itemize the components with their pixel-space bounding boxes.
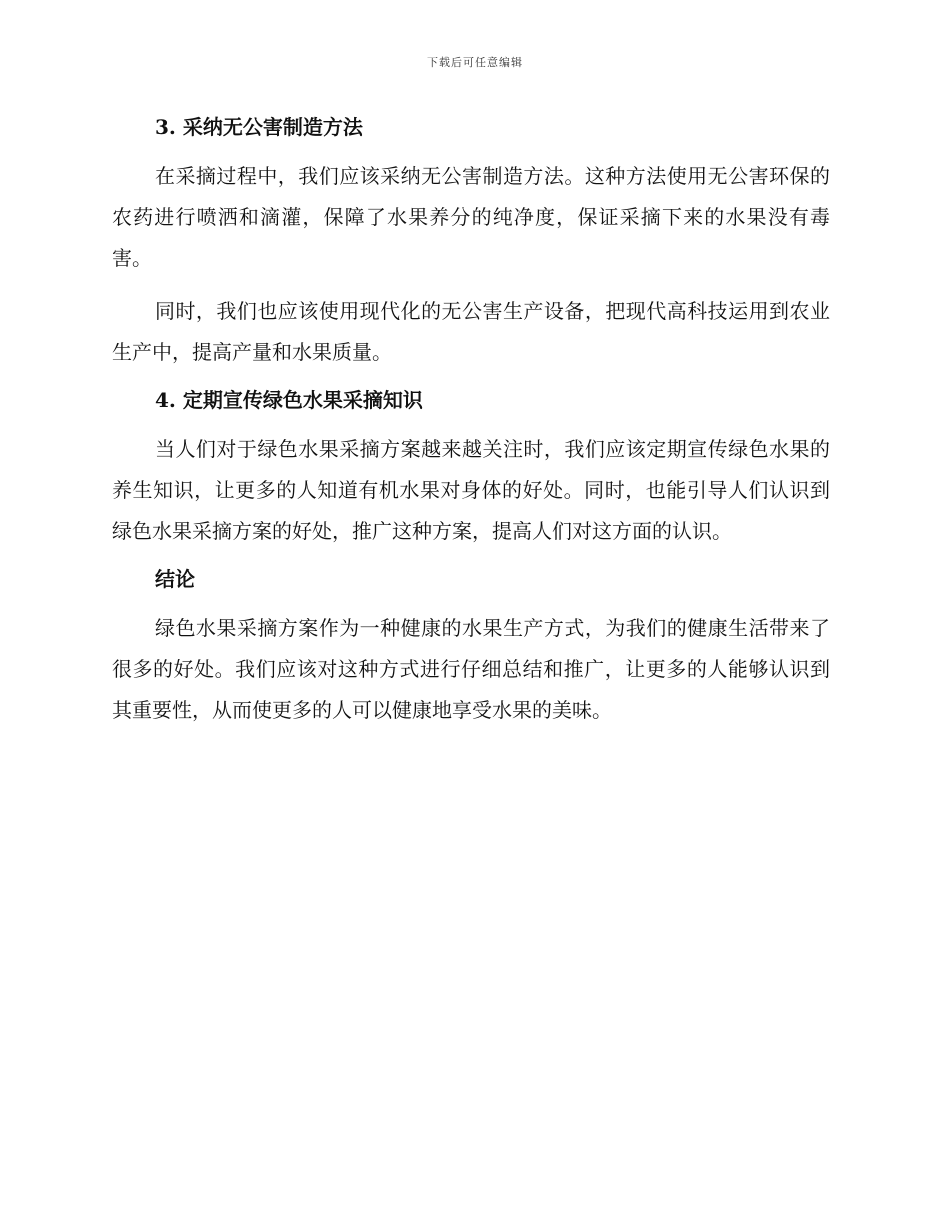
section-heading: 4. 定期宣传绿色水果采摘知识	[155, 388, 423, 412]
section-heading: 结论	[155, 567, 195, 591]
section-4	[112, 385, 830, 552]
page-header-note: 下载后可任意编辑	[427, 56, 523, 69]
section-conclusion	[112, 564, 830, 731]
paragraph: 在采摘过程中，我们应该采纳无公害制造方法。这种方法使用无公害环保的农药进行喷洒和滴灌，保障了水果养分的纯净度，保证采摘下来的水果没有毒害。	[112, 164, 830, 270]
document-body	[112, 112, 830, 743]
section-heading: 3. 采纳无公害制造方法	[155, 115, 363, 139]
paragraph: 绿色水果采摘方案作为一种健康的水果生产方式，为我们的健康生活带来了很多的好处。我们应该对这种方式进行仔细总结和推广，让更多的人能够认识到其重要性，从而使更多的人可以健康地享受水果的美味。	[112, 616, 830, 722]
paragraph: 同时，我们也应该使用现代化的无公害生产设备，把现代高科技运用到农业生产中，提高产量和水果质量。	[112, 299, 830, 364]
section-3	[112, 112, 830, 373]
paragraph: 当人们对于绿色水果采摘方案越来越关注时，我们应该定期宣传绿色水果的养生知识，让更多的人知道有机水果对身体的好处。同时，也能引导人们认识到绿色水果采摘方案的好处，推广这种方案，提高人们对这方面的认识。	[112, 437, 830, 543]
